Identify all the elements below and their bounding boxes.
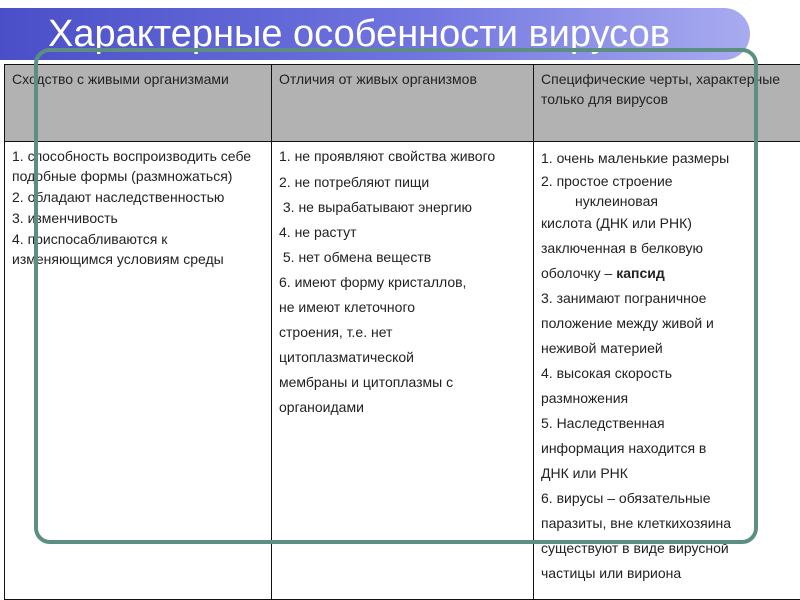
list-item: 5. нет обмена веществ xyxy=(279,249,432,265)
list-item: частицы или вириона xyxy=(541,565,682,581)
table-header-row xyxy=(5,65,800,142)
list-item: 3. не вырабатывают энергию xyxy=(279,199,473,215)
page-title: Характерные особенности вирусов xyxy=(48,13,670,55)
header-specific: Специфические черты, характерные только для вирусов xyxy=(534,65,800,142)
list-item: цитоплазматической xyxy=(279,349,414,365)
list-item: 4. приспосабливаются к изменяющимся условиям среды xyxy=(12,231,224,267)
similarity-list xyxy=(12,146,265,269)
similarity-cell xyxy=(5,142,272,600)
list-item: положение между живой и xyxy=(541,315,714,331)
list-item-text: 2. простое строение xyxy=(541,173,673,189)
list-item: 6. имеют форму кристаллов, xyxy=(279,274,467,290)
title-bar xyxy=(0,0,800,60)
list-item: 2. обладают наследственностью xyxy=(12,189,225,205)
list-item xyxy=(541,171,794,211)
list-item: 1. очень маленькие размеры xyxy=(541,150,730,166)
list-item: заключенная в белковую xyxy=(541,240,704,256)
differences-cell xyxy=(272,142,534,600)
list-item: 3. занимают пограничное xyxy=(541,290,707,306)
list-item: не имеют клеточного xyxy=(279,299,416,315)
list-item: паразиты, вне клеткихозяина xyxy=(541,515,732,531)
list-item: строения, т.е. нет xyxy=(279,324,393,340)
specific-list xyxy=(541,146,794,586)
list-item: органоидами xyxy=(279,399,364,415)
list-item xyxy=(279,146,527,166)
list-item: 4. высокая скорость xyxy=(541,365,673,381)
differences-list xyxy=(279,146,527,420)
list-item-text: нуклеиновая xyxy=(575,193,658,209)
list-item xyxy=(541,261,794,286)
list-item-text: 1. не проявляют свойства живого xyxy=(279,148,496,164)
header-differences: Отличия от живых организмов xyxy=(272,65,534,142)
header-similarity: Сходство с живыми организмами xyxy=(5,65,272,142)
list-item: кислота (ДНК или РНК) xyxy=(541,215,692,231)
list-item: мембраны и цитоплазмы с xyxy=(279,374,454,390)
list-item: информация находится в xyxy=(541,440,707,456)
list-item: 4. не растут xyxy=(279,224,357,240)
list-item: неживой материей xyxy=(541,340,663,356)
list-item: существуют в виде вирусной xyxy=(541,540,729,556)
list-item: 2. не потребляют пищи xyxy=(279,174,430,190)
virus-features-table xyxy=(4,64,800,600)
list-item: 3. изменчивость xyxy=(12,210,118,226)
specific-cell xyxy=(534,142,800,600)
list-item: размножения xyxy=(541,390,629,406)
list-item-text: оболочку – xyxy=(541,265,617,281)
table-body-row xyxy=(5,142,800,600)
list-item: 1. способность воспроизводить себе подобные формы (размножаться) xyxy=(12,148,252,184)
capsid-term: капсид xyxy=(616,265,665,281)
list-item: 6. вирусы – обязательные xyxy=(541,490,711,506)
list-item: ДНК или РНК xyxy=(541,465,628,481)
list-item: 5. Наследственная xyxy=(541,415,665,431)
